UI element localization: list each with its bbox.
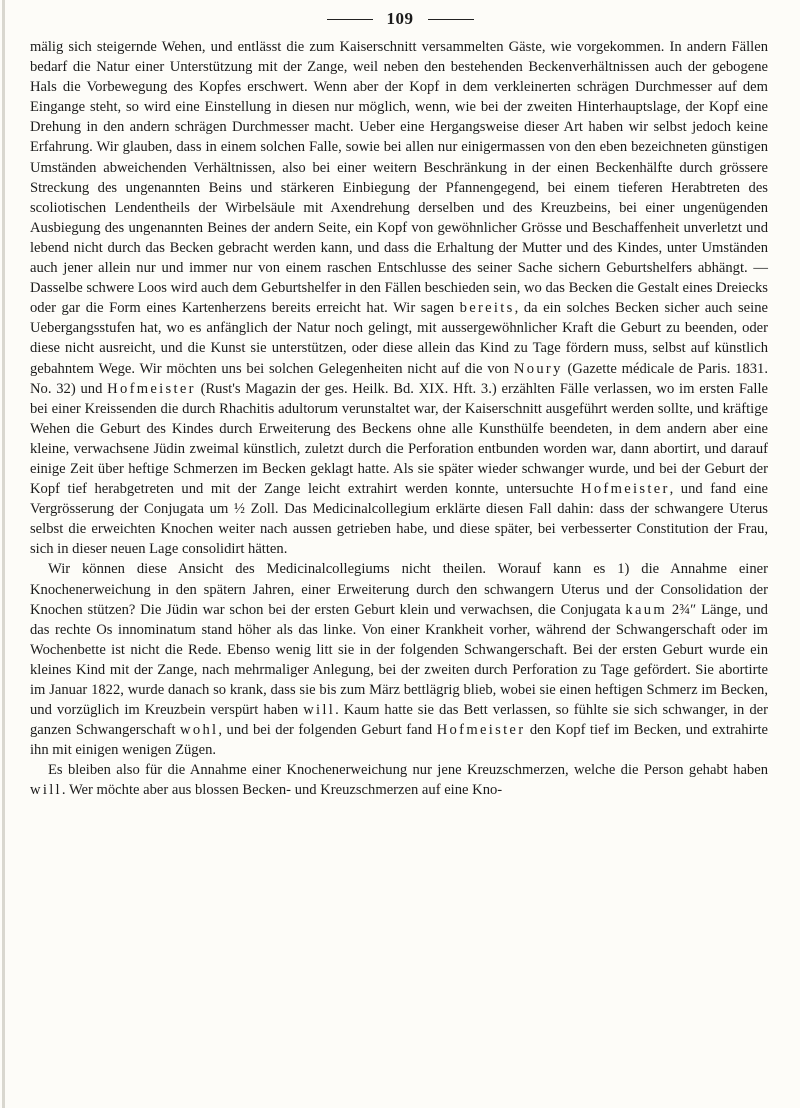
text-run: (Gazette médicale de Paris. 1831. No. 32) und <box>30 360 768 397</box>
text-run: (Rust's Magazin der ges. Heilk. Bd. XIX. Hft. 3.) erzählten Fälle verlassen, wo im ersten Falle bei einer Kreissenden die durch Rhachitis adultorum verunstaltet war, der Kaiserschnitt ausgeführt werden sollte, und kräftige Wehen die Geburt des Kindes durch Erweiterung des Beckens ohne alle Kunsthülfe beendeten, in dem andern aber eine kleine, verwachsene Jüdin zweimal künstlich, zuletzt durch die Perforation entbunden worden war, dann abortirt, und darauf einige Zeit über heftige Schmerzen im Becken geklagt hatte. Als sie später wieder schwanger wurde, und bei der Geburt der Kopf tief herabgetreten und mit der Zange leicht extrahirt werden konnte, untersuchte <box>30 380 768 498</box>
text-run: Wir können diese Ansicht des Medicinalcollegiums nicht theilen. Worauf kann es 1) die Annahme einer Knochenerweichung in den spätern Jahren, einer Erweiterung durch den schwangern Uterus und der Consolidation der Knochen stützen? Die Jüdin war schon bei der ersten Geburt klein und verwachsen, die Conjugata <box>30 561 768 618</box>
emphasis-spaced: bereits <box>459 300 515 317</box>
author-name: Hofmeister <box>107 380 196 397</box>
text-run: 2¾″ Länge, und das rechte Os innominatum stand höher als das linke. Von einer Krankheit vorher, während der Schwangerschaft oder im Wochenbette ist nicht die Rede. Ebenso wenig litt sie in der folgenden Schwangerschaft. Bei der ersten Geburt wurde ein kleines Kind mit der Zange, nach mehrmaliger Anlegung, bei der zweiten durch Perforation zu Tage gefördert. Sie abortirte im Januar 1822, wurde danach so krank, dass sie bis zum März bettlägrig blieb, wobei sie einen heftigen Schmerz im Becken, und vorzüglich im Kreuzbein verspürt haben <box>30 601 768 719</box>
text-run: den Kopf tief im Becken, und extrahirte ihn mit einigen wenigen Zügen. <box>30 722 768 759</box>
text-run: . Wer möchte aber aus blossen Becken- und Kreuzschmerzen auf eine Kno- <box>61 782 503 799</box>
text-run: mälig sich steigernde Wehen, und entlässt die zum Kaiserschnitt versammelten Gäste, wie vorgekommen. In andern Fällen bedarf die Natur einer Unterstützung mit der Zange, weil neben den bestehenden Beckenverhältnissen auch der gebogene Hals die Vorbewegung des Kopfes erschwert. Wenn aber der Kopf in dem verkleinerten schrägen Durchmesser auf dem Eingange steht, so wird eine Einstellung in diesen nur möglich, wenn, wie bei der zweiten Hinterhauptslage, der Kopf eine Drehung in den andern schrägen Durchmesser macht. Ueber eine Hergangsweise dieser Art haben wir selbst jedoch keine Erfahrung. Wir glauben, dass in einem solchen Falle, sowie bei allen nur einigermassen von den eben bezeichneten günstigen Umständen abweichenden Verhältnissen, also bei einer weitern Beschränkung in der einen Beckenhälfte durch grössere Streckung des ungenannten Beins und stärkeren Einbiegung der Pfannengegend, bei einem tieferen Herabtreten des scoliotischen Lendentheils der Wirbelsäule mit Axendrehung derselben und des Kreuzbeins, bei einer ungenügenden Ausbiegung des ungenannten Beines der andern Seite, ein Kopf von gewöhnlicher Grösse und Beschaffenheit unverletzt und lebend nicht durch das Becken gebracht werden kann, und dass die Erhaltung der Mutter und des Kindes, unter Umständen auch jener allein nur und immer nur von einem raschen Entschlusse des seiner Sache sichern Geburtshelfers abhängt. — Dasselbe schwere Loos wird auch dem Geburtshelfer in den Fällen beschieden sein, wo das Becken die Gestalt eines Dreiecks oder gar die Form eines Kartenherzens bereits erreicht hat. Wir sagen <box>30 39 768 317</box>
author-name: Noury <box>513 360 563 377</box>
emphasis-spaced: will <box>30 782 62 799</box>
paragraph-1 <box>30 37 768 559</box>
page-number: 109 <box>386 9 414 28</box>
paragraph-3 <box>30 760 768 800</box>
text-run: , und fand eine Vergrösserung der Conjugata um ½ Zoll. Das Medicinalcollegium erklärte diesen Fall dahin: dass der schwangere Uterus selbst die erweichten Knochen weiter nach aussen getrieben habe, und diese später, bei verbesserter Constitution der Frau, sich in dieser neuen Lage consolidirt hätten. <box>30 481 768 558</box>
paragraph-2 <box>30 559 768 760</box>
author-name: Hofmeister <box>580 481 670 498</box>
page-spine-shadow <box>2 0 5 1108</box>
text-run: , da ein solches Becken sicher auch seine Uebergangsstufen hat, wo es anfänglich der Natur noch gelingt, mit aussergewöhnlicher Kraft die Geburt zu beenden, oder diese nicht ausreicht, und die Kunst sie unterstützen, oder diese allein das Kind zu Tage fördern muss, selbst auf künstlich gebahntem Wege. Wir möchten uns bei solchen Gelegenheiten nicht auf die von <box>30 300 768 377</box>
text-run: Es bleiben also für die Annahme einer Knochenerweichung nur jene Kreuzschmerzen, welche die Person gehabt haben <box>48 762 768 779</box>
emphasis-spaced: will <box>303 702 336 719</box>
emphasis-spaced: kaum <box>625 601 668 618</box>
text-run: . Kaum hatte sie das Bett verlassen, so fühlte sie sich schwanger, in der ganzen Schwangerschaft <box>30 702 768 739</box>
emphasis-spaced: wohl <box>180 722 219 739</box>
author-name: Hofmeister <box>436 722 526 739</box>
text-run: , und bei der folgenden Geburt fand <box>218 722 437 739</box>
body-text <box>30 37 768 801</box>
header-rule-right <box>428 19 474 20</box>
header-rule-left <box>327 19 373 20</box>
page-header <box>0 9 800 29</box>
